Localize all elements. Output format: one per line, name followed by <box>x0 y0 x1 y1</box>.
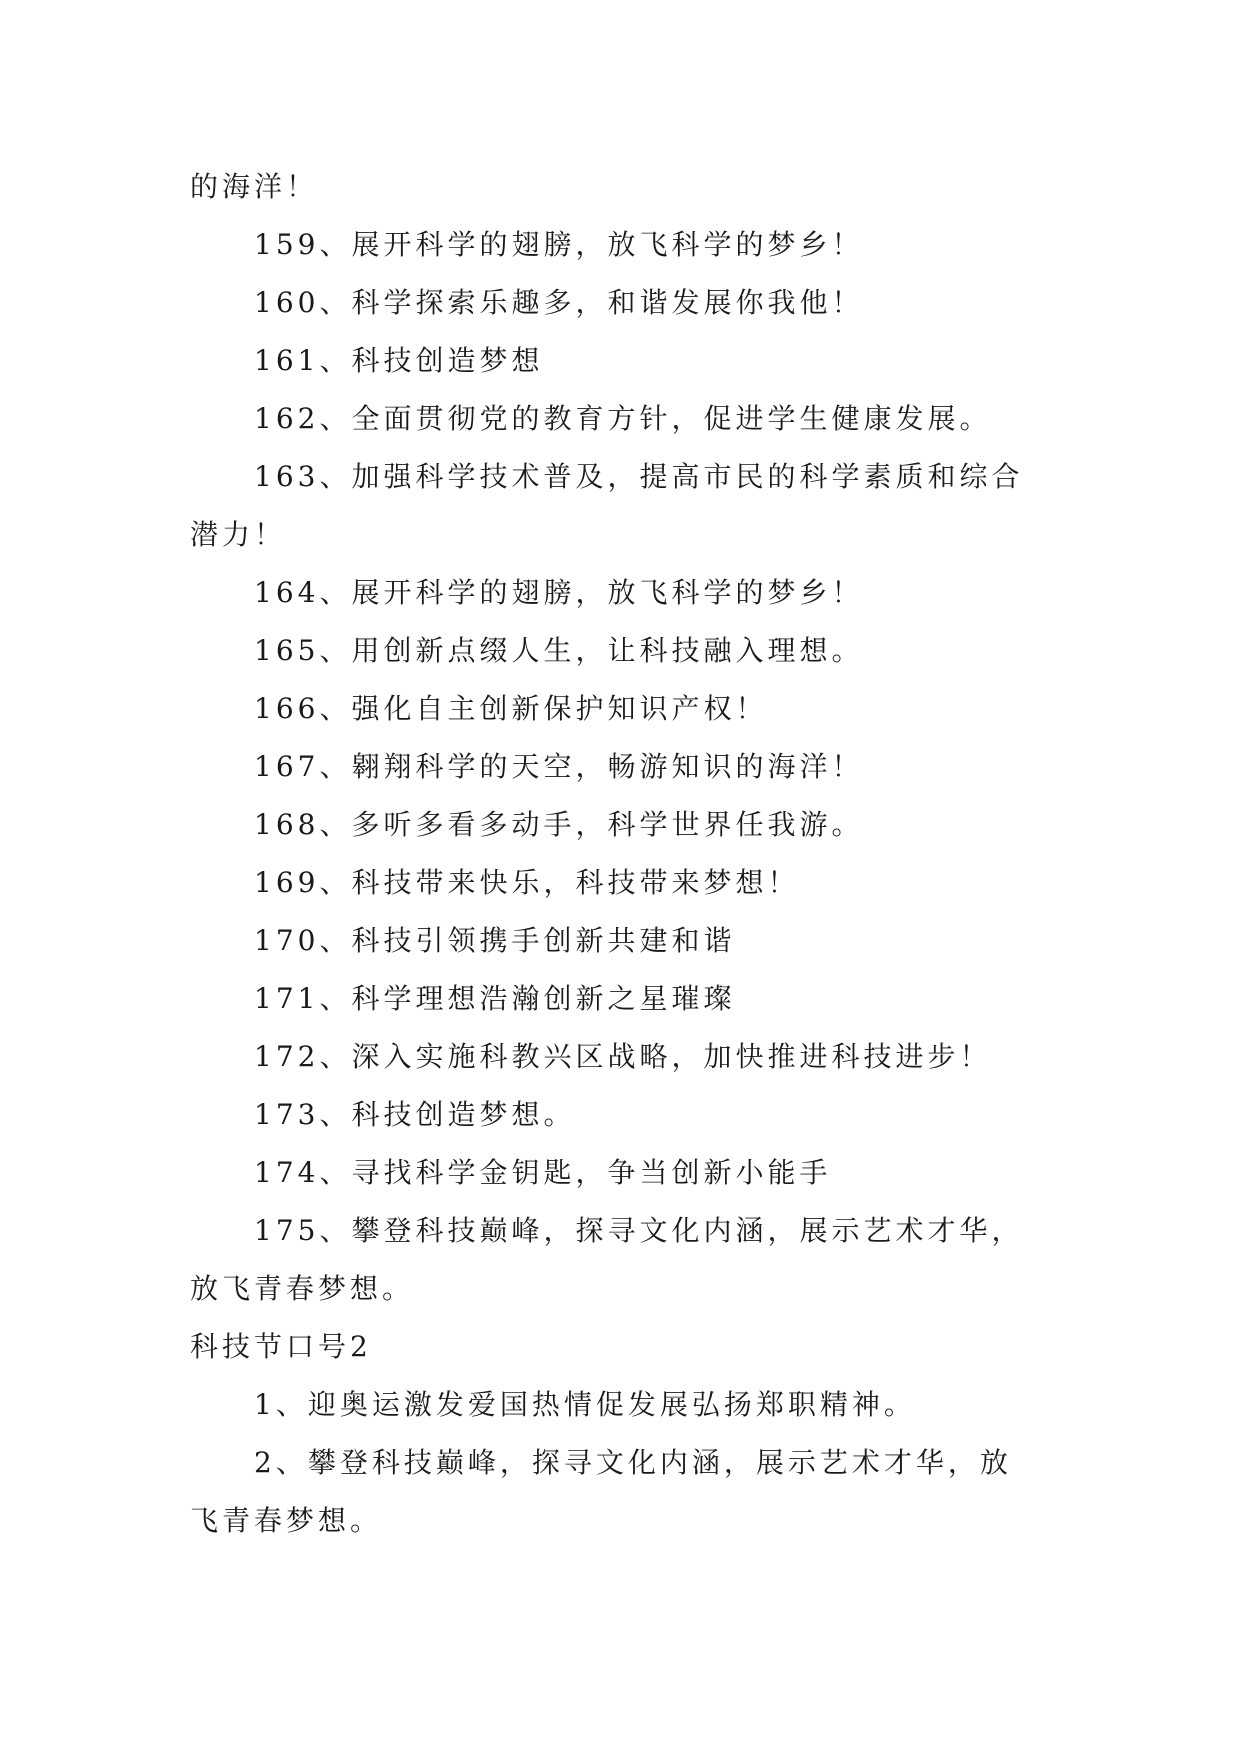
section-heading: 科技节口号2 <box>190 1330 372 1363</box>
slogan-item: 168、多听多看多动手，科学世界任我游。 <box>254 808 864 841</box>
slogan-item: 175、攀登科技巅峰，探寻文化内涵，展示艺术才华， <box>254 1214 1024 1247</box>
slogan-item: 162、全面贯彻党的教育方针，促进学生健康发展。 <box>254 402 992 435</box>
slogan-item: 173、科技创造梦想。 <box>254 1098 576 1131</box>
slogan-item: 174、寻找科学金钥匙，争当创新小能手 <box>254 1156 832 1189</box>
text-line: 飞青春梦想。 <box>190 1504 383 1537</box>
text-line: 的海洋！ <box>190 170 319 203</box>
slogan-item: 163、加强科学技术普及，提高市民的科学素质和综合 <box>254 460 1024 493</box>
slogan-item: 159、展开科学的翅膀，放飞科学的梦乡！ <box>254 228 864 261</box>
slogan-item: 166、强化自主创新保护知识产权！ <box>254 692 768 725</box>
slogan-item: 170、科技引领携手创新共建和谐 <box>254 924 736 957</box>
slogan-item: 160、科学探索乐趣多，和谐发展你我他！ <box>254 286 864 319</box>
slogan-item: 164、展开科学的翅膀，放飞科学的梦乡！ <box>254 576 864 609</box>
slogan-item: 1、迎奥运激发爱国热情促发展弘扬郑职精神。 <box>254 1388 916 1421</box>
slogan-item: 165、用创新点缀人生，让科技融入理想。 <box>254 634 864 667</box>
slogan-item: 169、科技带来快乐，科技带来梦想！ <box>254 866 800 899</box>
slogan-item: 172、深入实施科教兴区战略，加快推进科技进步！ <box>254 1040 992 1073</box>
slogan-item: 167、翱翔科学的天空，畅游知识的海洋！ <box>254 750 864 783</box>
document-body <box>190 158 1050 1550</box>
slogan-item: 2、攀登科技巅峰，探寻文化内涵，展示艺术才华，放 <box>254 1446 1012 1479</box>
slogan-item: 161、科技创造梦想 <box>254 344 544 377</box>
text-line: 潜力！ <box>190 518 287 551</box>
slogan-item: 171、科学理想浩瀚创新之星璀璨 <box>254 982 736 1015</box>
text-line: 放飞青春梦想。 <box>190 1272 415 1305</box>
